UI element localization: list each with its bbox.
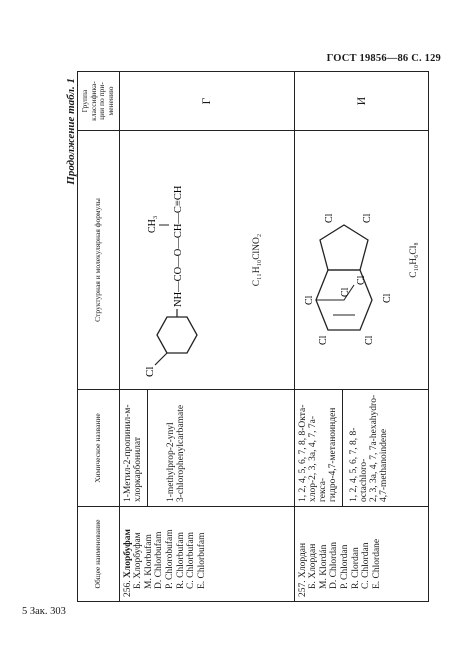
side-chain-label: NH—CO—O—CH—C≡CH (172, 185, 184, 307)
group-cell: И (294, 72, 429, 131)
table-header-row (78, 72, 120, 602)
benzene-ring (157, 317, 197, 353)
name-variant: Б. Хлорбуфам (133, 532, 144, 589)
chemical-name-en: 4,7-methanoindene (378, 428, 389, 502)
name-variant: R. Chlorbufam (175, 532, 186, 589)
chemical-name-cell (119, 390, 294, 507)
chemical-name-ru: хлоркарбонилат (132, 436, 143, 502)
header-chemical-name: Химическое название (78, 390, 120, 507)
chlorine-label: Cl (339, 287, 351, 297)
chlordan-structure-diagram (298, 135, 406, 385)
chemical-name-ru: хлор-2, 3, 3а, 4, 7, 7а-гекса- (307, 415, 328, 502)
name-variant: C. Chlordan (361, 542, 372, 589)
five-membered-ring (320, 225, 368, 270)
name-variant: P. Chlordan (340, 544, 350, 589)
group-cell: Г (119, 72, 294, 131)
page-header: ГОСТ 19856—86 С. 129 (326, 53, 441, 64)
chemical-name-ru: гидро-4,7-метаноинден (327, 407, 338, 502)
header-common-name: Общее наименование (78, 507, 120, 602)
chlorine-label: Cl (363, 335, 375, 345)
name-variant: P. Chlorobufam (165, 529, 175, 589)
chemical-name-cell (294, 390, 429, 507)
methyl-label: CH₃ (146, 215, 158, 233)
chlorbufam-structure-diagram (123, 135, 253, 385)
name-variant: C. Chlorbufam (186, 532, 197, 589)
table-continuation-label: Продолжение табл. 1 (65, 78, 77, 185)
cl-bond (155, 353, 167, 365)
name-variant: E. Chlordane (371, 538, 382, 589)
row-number: 257. (297, 580, 308, 597)
molecular-formula: C₁₀H₆Cl₈ (408, 242, 419, 278)
header-group: Группа классифика-ции по при-менению (78, 72, 120, 131)
chlorine-label: Cl (381, 293, 393, 303)
chemical-name-en: 3-chlorophenylcarbamate (175, 404, 186, 502)
chlorine-label: Cl (143, 366, 156, 377)
chlorine-label: Cl (303, 295, 315, 305)
name-variant: D. Chlordan (329, 542, 340, 589)
table-row (119, 72, 294, 602)
chemical-name-en: 1-methylprop-2-ynyl (165, 422, 176, 502)
name-variant: Б. Хлордан (308, 543, 319, 589)
chemical-name-en: 1, 2, 4, 5, 6, 7, 8, 8-octachloro- (348, 427, 369, 502)
structure-cell (294, 131, 429, 390)
data-table (77, 71, 429, 602)
chlorine-label: Cl (323, 213, 335, 223)
chlorine-label: Cl (355, 275, 367, 285)
rotated-table-container (63, 72, 433, 602)
name-variant: D. Chlorbufam (154, 531, 165, 589)
row-title: Хлордан (297, 542, 308, 578)
common-name-cell (294, 507, 429, 602)
row-number: 256. (122, 580, 133, 597)
header-structure: Структурная и молекулярная формулы (78, 131, 120, 390)
molecular-formula: C₁₁H₁₀ClNO₂ (251, 233, 262, 287)
table-row (294, 72, 429, 602)
chlorine-label: Cl (361, 213, 373, 223)
common-name-cell (119, 507, 294, 602)
chemical-name-ru: 1, 2, 4, 5, 6, 7, 8, 8-Окта- (297, 404, 308, 502)
name-variant: М. Klordán (318, 544, 329, 589)
name-variant: М. Klorbufam (143, 534, 154, 589)
row-title: Хлорбуфам (122, 529, 133, 578)
chlorine-label: Cl (317, 335, 329, 345)
page-footer: 5 Зак. 303 (22, 606, 66, 617)
name-variant: R. Clordan (350, 547, 361, 589)
name-variant: E. Chlorbufam (196, 532, 207, 589)
chemical-name-ru: 1-Метил-2-пропинил-м- (122, 404, 133, 502)
chemical-name-en: 2, 3, 3a, 4, 7, 7a-hexahydro- (368, 394, 379, 502)
structure-cell (119, 131, 294, 390)
